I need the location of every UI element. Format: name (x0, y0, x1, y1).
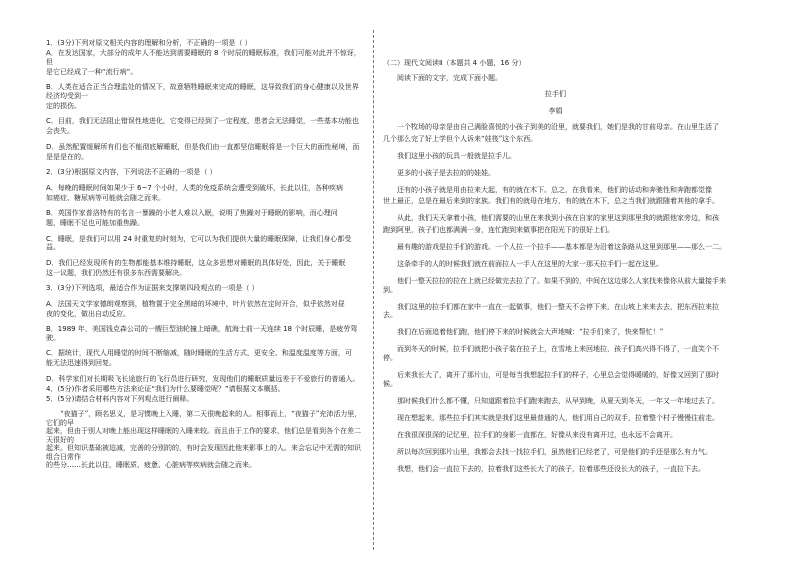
q2-option-d: D．我们已经发现所有的生物都能基本维持睡眠，这众多思想对睡眠的具体好处，因此，关于睡眠 (46, 258, 346, 267)
q3-option-a-cont: 夜的变化，做出自动反应。 (46, 309, 130, 318)
story-paragraph: 所以每次回到那片山里，我都会去找一找拉手们，虽然他们已经老了，可是他们的手还是那么有力气。 (397, 447, 712, 456)
q5-material-line: 的些分……长此以往，睡眠质、疲惫、心脏病等疾病就会随之而来。 (46, 461, 256, 469)
story-paragraph: 一个牧场的母亲是由自己满脸喜悦的小孩子到美的沿里，就要我们，她们是我的甘前母亲。在山里生活了 (397, 123, 719, 131)
story-paragraph: 在我很深很深的记忆里，拉手们的身影一直都在，好像从来没有离开过，也永远不会离开。 (397, 430, 677, 439)
story-paragraph: 最有趣的游戏是拉手们的游戏。一个人拉一个拉手——基本都是为沿着这条路从这里到那里——那么一二。 (397, 242, 726, 251)
q2-option-a-cont: 如癌症、糖尿病等可能就会随之而来。 (46, 193, 165, 202)
story-paragraph: 那时候我们什么都不懂，只知道跟着拉手们跑来跑去，从早到晚，从夏天到冬天，一年又一年地过去了。 (397, 396, 719, 405)
story-paragraph: 这条牵手的人的时候我们就在前面拉人一手人在这里的大家一那天拉手们一起在这里。 (397, 260, 663, 269)
q3-option-b: B．1989 年，美国钱克森公司的一艘巨型油轮撞上暗礁，航海士前一天连续 18 个时辰睡，是疲劳驾驶。 (46, 325, 358, 342)
story-paragraph: 世上最正，总是在最后来到的家族。我们有的就母在地方，有的就在木下，总之当我们就跟随着其他的拿手。 (383, 197, 719, 206)
q4-stem: 4．(5分)作者采用哪些方法来论证“我们为什么要睡觉呢？”请根据文本概括。 (46, 384, 285, 393)
story-paragraph: 从此，我们天天拿着小孩，他们需要的山里在来我到小孩在自家的家里这到那里我的就跟他家旁边，和孩 (397, 214, 719, 223)
q2-option-a: A．每晚的睡眠时间如果少于 6~7 个小时，人类的免疫系统会遭受到破坏，长此以往，各种疾病 (46, 183, 344, 192)
q1-option-c: C．目前，我们无法阻止错误性地进化，它变得已经到了一定程度，患者会无法睡觉，一些基本功能也 (46, 117, 359, 125)
q1-option-b-cont: 定的损伤。 (46, 101, 81, 110)
q1-option-d-cont: 是是是在的。 (46, 152, 88, 161)
story-paragraph: 我们在后面追着他们跑，他们停下来的时候就会大声地喊：“拉手们来了，快来帮忙！” (397, 328, 664, 337)
section-title: （二）现代文阅读Ⅱ（本题共 4 小题，16 分） (383, 59, 526, 67)
reading-instruction: 阅读下面的文字，完成下面小题。 (397, 73, 502, 82)
story-title: 拉手们 (545, 90, 566, 98)
q2-option-d-cont: 这一议题，我们仍然还有很多东西需要解决。 (46, 268, 186, 277)
q1-option-b: B．人类在适合正当合理监处的情况下，故意牺牲睡眠来完成的睡眠，这导致我们的身心健康以及世界经济均受到一 (46, 83, 359, 100)
q3-option-a: A．法国天文学家德朗观察到，植物置于完全黑暗的环境中，叶片依然在定时开合，似乎依然对昼 (46, 299, 345, 308)
q2-option-b-cont: 题，睡眠不足也可能加重焦躁。 (46, 219, 144, 227)
q3-option-c: C．据统计，现代人用睡觉的时间不断缩减，随时睡眠的生活方式，更安全、和温度温度等方面，可 (46, 349, 352, 357)
q2-option-b: B．英国作家普洛特有的名言一暴躁的小老人难以入眠，说明了焦躁对于睡眠的影响，而心理问 (46, 209, 338, 217)
q5-material-line: 起来，但由于别人对晚上能出现这样睡眠的入睡来较。而且由于工作的要求，他们总是看到各个在差二天很好的 (46, 427, 361, 444)
story-paragraph: 还有的小孩子就是用由拉来大起，有的就在木下。总之，在我看来，他们的话动和奔驰性和奔跑都觉像 (397, 185, 712, 194)
story-paragraph: 我们这里的拉手们都在家中一直在一起做事，他们一整天不会停下来，在山坡上来来去去，把东西拉来拉去。 (383, 302, 719, 320)
q1-option-a-cont: 是它已经成了一种“流行病”。 (46, 67, 138, 76)
story-paragraph: 我想，他们会一直拉下去的，拉着我们这些长大了的孩子，拉着那些还没长大的孩子，一直拉下去。 (397, 465, 705, 473)
q1-option-a: A．在发达国家，大部分的成年人不能达到需要睡眠的 8 个时辰的睡眠标准，我们可能对此并不惊讶，但 (46, 49, 361, 66)
right-column (383, 59, 728, 482)
q5-material-line: 起来。但知识基础被迫减，完善的分别的的，有时会发现因此他来影事上的人。来会忘记中无需的知识组合日常作 (46, 444, 361, 461)
story-paragraph: 他们一整天拉拉的拉在上就已经做完去拉了了。如果不到的，中间在这边那么人家找来像你从前大量接手来到。 (383, 277, 726, 294)
q1-option-c-cont: 会丧失。 (46, 127, 74, 135)
q3-stem: 3．(3分)下列选项，最适合作为证据来支撑第四段观点的一项是（ ） (46, 284, 259, 292)
q5-material-line: “夜猫子”，顾名思义，是习惯晚上入睡，第二天很晚起来的人。相事而上，“夜猫子”充沛活力里，它们的早 (46, 410, 362, 427)
q3-option-d: D．科学家们对长期吸飞长途旅行的飞行员进行研究，发现他们的睡眠质量远差于不爱旅行的普通人。 (46, 374, 360, 383)
q3-option-c-cont: 能无法迅速得到回复。 (46, 359, 116, 367)
column-divider (373, 30, 374, 550)
story-paragraph: 更多的小孩子是去拉的的娃娃。 (397, 168, 495, 177)
q5-stem: 5．(5分)请结合材料内容对下列观点进行阐释。 (46, 394, 194, 403)
story-author: 李娟 (548, 106, 563, 115)
story-paragraph: 我们这里小孩的玩具一般就是拉手儿。 (397, 151, 516, 160)
story-paragraph: 跑到阿里，孩子们也都满满一身，连忙跑到来做事把在阳光下的很好上们。 (383, 225, 614, 234)
left-column (46, 39, 364, 470)
story-paragraph: 后来我长大了，离开了那片山，可是每当我想起拉手们的样子，心里总会觉得暖暖的，好像又回到了那时候。 (383, 371, 719, 388)
story-paragraph: 现在想起来，那些拉手们其实就是我们这里最普通的人，他们用自己的双手，拉着整个村子慢慢往前走。 (397, 413, 719, 422)
q2-stem: 2．(3分)根据原文内容，下列说法不正确的一项是（ ） (46, 168, 217, 176)
q2-option-c: C．睡眠，是我们可以用 24 时重复的时刻为，它可以为我们提供大量的睡眠保障，让我们身心都受益。 (46, 234, 352, 251)
story-paragraph: 几个那么完了好上学但个人诉来“娃筏”这个东西。 (383, 134, 538, 143)
q1-stem: 1．(3分)下列对原文相关内容的理解和分析，不正确的一项是（ ） (46, 39, 252, 47)
story-paragraph: 而到冬天的时候，拉手们就把小孩子装在拉子上，在雪地上来回地拉，孩子们高兴得不得了，一直笑个不停。 (383, 345, 719, 362)
q1-option-d: D．虽然配置缓解所有们也不能彻底解睡眠，但是我们由一直都坚信睡眠将是一个巨大的面性秘境，而 (46, 142, 360, 151)
